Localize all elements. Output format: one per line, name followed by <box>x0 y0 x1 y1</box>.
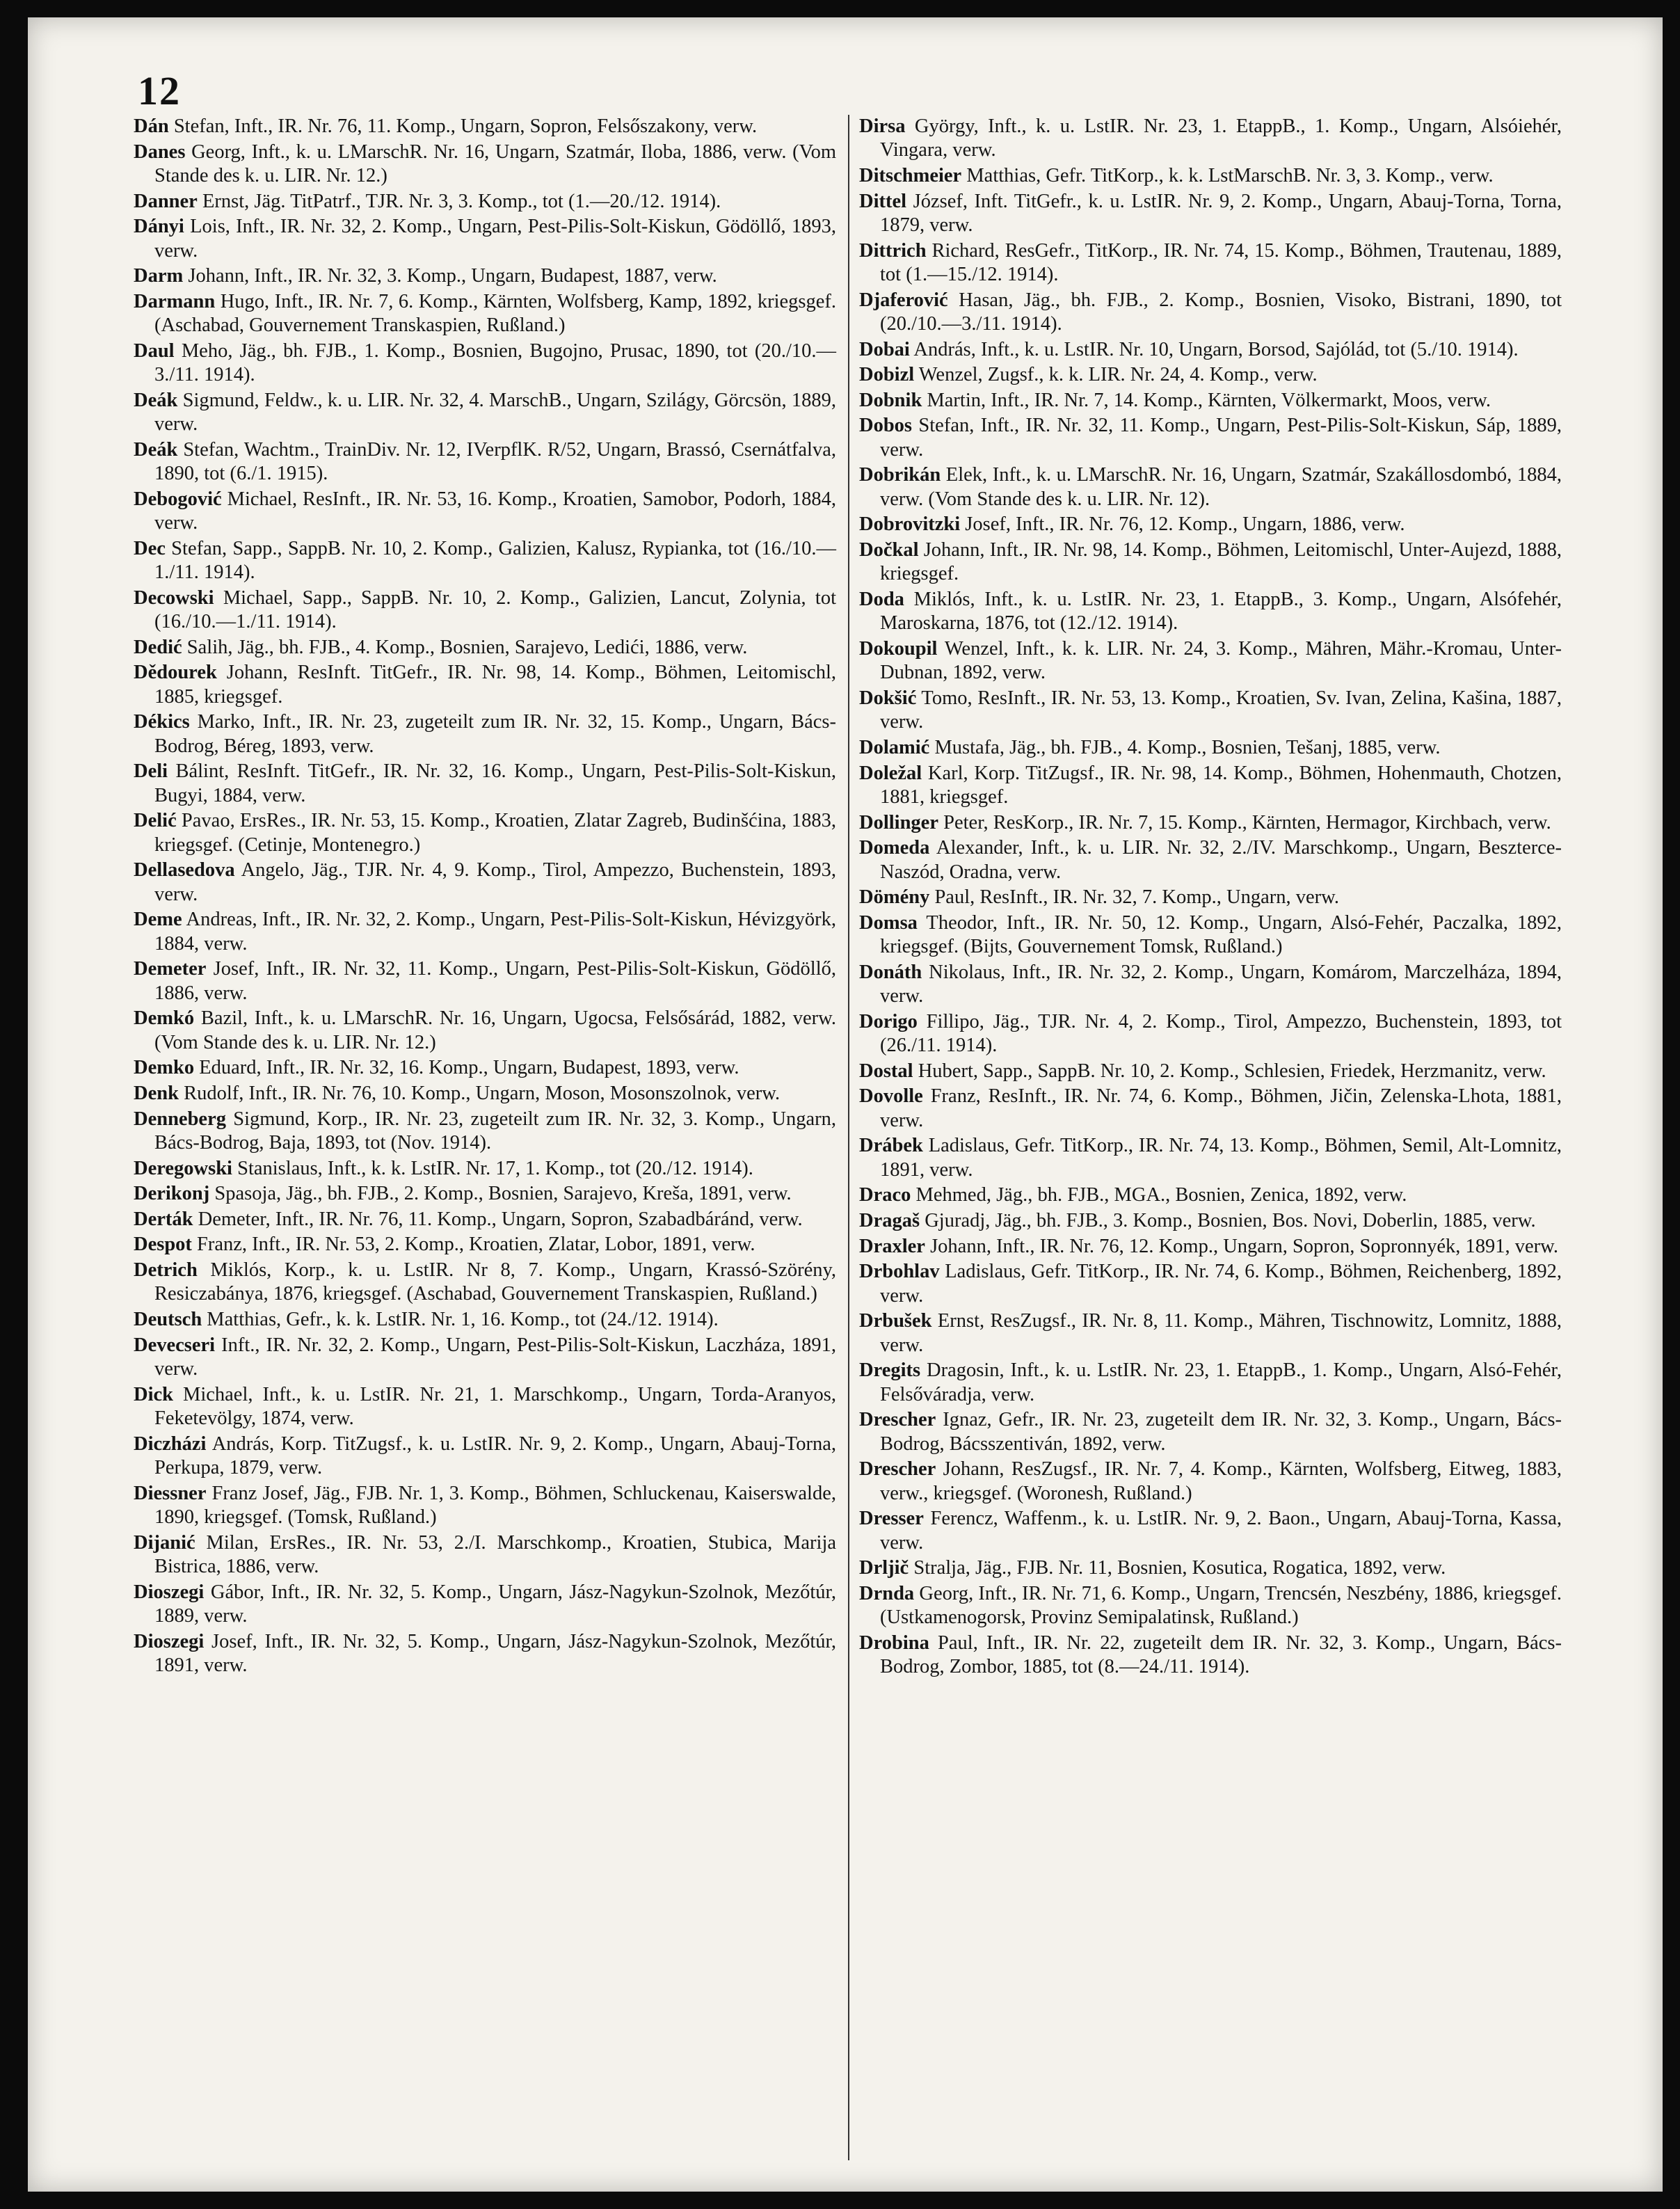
entry-surname: Dokšić <box>859 687 917 709</box>
entry-surname: Dán <box>134 115 169 137</box>
entry-details: Hugo, Inft., IR. Nr. 7, 6. Komp., Kärnten, Wolfsberg, Kamp, 1892, kriegsgef. (Aschabad, Gouvernement Transkaspien, Rußland.) <box>154 290 836 337</box>
entry-details: Theodor, Inft., IR. Nr. 50, 12. Komp., Ungarn, Alsó-Fehér, Paczalka, 1892, kriegsgef. (Bijts, Gouvernement Tomsk, Rußland.) <box>880 911 1562 958</box>
register-entry <box>134 488 836 536</box>
register-entry <box>859 1507 1562 1555</box>
entry-surname: Dorigo <box>859 1010 918 1032</box>
entry-surname: Dirsa <box>859 115 906 137</box>
entry-surname: Dobrikán <box>859 464 941 486</box>
register-entry <box>134 1233 836 1257</box>
entry-surname: Dočkal <box>859 539 919 561</box>
entry-details: Meho, Jäg., bh. FJB., 1. Komp., Bosnien, Bugojno, Prusac, 1890, tot (20./10.—3./11. 1914). <box>154 340 836 386</box>
register-entry <box>859 1260 1562 1308</box>
entry-surname: Darmann <box>134 290 216 312</box>
entry-surname: Dedić <box>134 636 182 658</box>
entry-details: Rudolf, Inft., IR. Nr. 76, 10. Komp., Ungarn, Moson, Mosonszolnok, verw. <box>184 1082 781 1104</box>
register-entry <box>859 1582 1562 1630</box>
entry-surname: Donáth <box>859 961 922 983</box>
entry-details: Angelo, Jäg., TJR. Nr. 4, 9. Komp., Tirol, Ampezzo, Buchenstein, 1893, verw. <box>154 859 836 905</box>
register-entry <box>859 1010 1562 1058</box>
register-entry <box>134 859 836 907</box>
entry-details: Mehmed, Jäg., bh. FJB., MGA., Bosnien, Zenica, 1892, verw. <box>915 1184 1407 1206</box>
register-entry <box>134 1182 836 1206</box>
column-divider <box>848 115 849 2160</box>
register-entry <box>134 141 836 189</box>
entry-surname: Dokoupil <box>859 637 938 660</box>
entry-surname: Dovolle <box>859 1085 923 1108</box>
register-entry <box>859 389 1562 413</box>
register-entry <box>134 340 836 388</box>
entry-details: Josef, Inft., IR. Nr. 76, 12. Komp., Ungarn, 1886, verw. <box>965 513 1405 536</box>
register-entry <box>859 886 1562 909</box>
entry-surname: Dellasedova <box>134 859 235 882</box>
entry-surname: Derták <box>134 1208 193 1230</box>
register-entry <box>134 1531 836 1579</box>
entry-details: Michael, Inft., k. u. LstIR. Nr. 21, 1. Marschkomp., Ungarn, Torda-Aranyos, Feketevölgy, 1874, verw. <box>154 1383 837 1429</box>
register-entry <box>134 760 836 808</box>
entry-surname: Domeda <box>859 837 930 859</box>
entry-details: Bazil, Inft., k. u. LMarschR. Nr. 16, Ungarn, Ugocsa, Felsősárád, 1882, verw. (Vom Stande des k. u. LIR. Nr. 12.) <box>154 1007 836 1053</box>
entry-surname: Danes <box>134 141 186 163</box>
entry-surname: Dostal <box>859 1060 913 1082</box>
entry-surname: Devecseri <box>134 1334 216 1356</box>
register-entry <box>134 809 836 857</box>
entry-surname: Dick <box>134 1383 173 1405</box>
register-entry <box>134 1334 836 1382</box>
entry-surname: Deák <box>134 438 178 461</box>
register-entry <box>134 1157 836 1181</box>
entry-surname: Danner <box>134 190 198 212</box>
register-entry <box>134 264 836 288</box>
entry-details: Martin, Inft., IR. Nr. 7, 14. Komp., Kärnten, Völkermarkt, Moos, verw. <box>927 389 1491 411</box>
entry-details: András, Inft., k. u. LstIR. Nr. 10, Ungarn, Borsod, Sajólád, tot (5./10. 1914). <box>913 338 1519 360</box>
register-entry <box>134 1108 836 1156</box>
entry-details: Ignaz, Gefr., IR. Nr. 23, zugeteilt dem IR. Nr. 32, 3. Komp., Ungarn, Bács-Bodrog, Bácsszentiván, 1892, verw. <box>880 1409 1562 1455</box>
register-entry <box>859 588 1562 636</box>
register-entry <box>134 290 836 338</box>
entry-details: Franz, Inft., IR. Nr. 53, 2. Komp., Kroatien, Zlatar, Lobor, 1891, verw. <box>197 1234 755 1256</box>
entry-surname: Dékics <box>134 711 190 733</box>
entry-details: Matthias, Gefr., k. k. LstIR. Nr. 1, 16. Komp., tot (24./12. 1914). <box>207 1308 719 1330</box>
entry-details: Stralja, Jäg., FJB. Nr. 11, Bosnien, Kosutica, Rogatica, 1892, verw. <box>913 1557 1446 1579</box>
entry-surname: Dioszegi <box>134 1581 205 1603</box>
entry-details: Gjuradj, Jäg., bh. FJB., 3. Komp., Bosnien, Bos. Novi, Doberlin, 1885, verw. <box>925 1209 1536 1231</box>
entry-details: Paul, Inft., IR. Nr. 22, zugeteilt dem IR. Nr. 32, 3. Komp., Ungarn, Bács-Bodrog, Zombor, 1885, tot (8.—24./11. 1914). <box>880 1632 1562 1678</box>
entry-details: Milan, ErsRes., IR. Nr. 53, 2./I. Marschkomp., Kroatien, Stubica, Marija Bistrica, 1886, verw. <box>154 1531 837 1577</box>
register-entry <box>134 1630 836 1678</box>
register-entry <box>134 1007 836 1055</box>
entry-details: Miklós, Korp., k. u. LstIR. Nr 8, 7. Komp., Ungarn, Krassó-Szörény, Resiczabánya, 1876, kriegsgef. (Aschabad, Gouvernement Transkaspien, Rußland.) <box>154 1259 836 1305</box>
register-entry <box>859 1183 1562 1207</box>
entry-surname: Deregowski <box>134 1157 232 1179</box>
entry-surname: Drescher <box>859 1458 936 1481</box>
register-entry <box>859 414 1562 462</box>
entry-details: Spasoja, Jäg., bh. FJB., 2. Komp., Bosnien, Sarajevo, Kreša, 1891, verw. <box>214 1183 792 1205</box>
entry-details: Georg, Inft., IR. Nr. 71, 6. Komp., Ungarn, Trencsén, Neszbény, 1886, kriegsgef. (Ustkamenogorsk, Provinz Semipalatinsk, Rußland.) <box>880 1582 1562 1629</box>
entry-details: Karl, Korp. TitZugsf., IR. Nr. 98, 14. Komp., Böhmen, Hohenmauth, Chotzen, 1881, kriegsgef. <box>880 762 1562 808</box>
entry-surname: Demeter <box>134 958 207 980</box>
entry-details: Ferencz, Waffenm., k. u. LstIR. Nr. 9, 2. Baon., Ungarn, Abauj-Torna, Kassa, verw. <box>880 1508 1562 1554</box>
register-entry <box>134 1056 836 1080</box>
right-column <box>859 115 1562 1681</box>
register-entry <box>859 1134 1562 1182</box>
entry-surname: Dömény <box>859 886 930 909</box>
entry-surname: Dittrich <box>859 239 927 262</box>
entry-surname: Decowski <box>134 587 214 609</box>
register-entry <box>859 1632 1562 1680</box>
entry-surname: Domsa <box>859 911 918 934</box>
entry-details: Sigmund, Korp., IR. Nr. 23, zugeteilt zum IR. Nr. 32, 3. Komp., Ungarn, Bács-Bodrog, Baja, 1893, tot (Nov. 1914). <box>154 1108 837 1154</box>
entry-details: Salih, Jäg., bh. FJB., 4. Komp., Bosnien, Sarajevo, Ledići, 1886, verw. <box>186 636 748 658</box>
entry-surname: Demko <box>134 1057 195 1079</box>
register-entry <box>134 710 836 758</box>
entry-details: Marko, Inft., IR. Nr. 23, zugeteilt zum IR. Nr. 32, 15. Komp., Ungarn, Bács-Bodrog, Béreg, 1893, verw. <box>154 711 837 757</box>
entry-surname: Deli <box>134 760 168 783</box>
entry-details: Johann, Inft., IR. Nr. 32, 3. Komp., Ungarn, Budapest, 1887, verw. <box>188 265 717 287</box>
register-entry <box>859 190 1562 238</box>
register-entry <box>859 539 1562 587</box>
entry-surname: Dioszegi <box>134 1630 205 1652</box>
entry-details: Stefan, Inft., IR. Nr. 32, 11. Komp., Ungarn, Pest-Pilis-Solt-Kiskun, Sáp, 1889, verw. <box>880 415 1562 461</box>
entry-details: Michael, ResInft., IR. Nr. 53, 16. Komp., Kroatien, Samobor, Podorh, 1884, verw. <box>154 488 837 534</box>
entry-details: Richard, ResGefr., TitKorp., IR. Nr. 74, 15. Komp., Böhmen, Trautenau, 1889, tot (1.—15./12. 1914). <box>880 239 1562 285</box>
register-entry <box>859 513 1562 536</box>
register-entry <box>859 164 1562 188</box>
register-entry <box>859 1209 1562 1233</box>
entry-details: Josef, Inft., IR. Nr. 32, 11. Komp., Ungarn, Pest-Pilis-Solt-Kiskun, Gödöllő, 1886, verw. <box>154 958 836 1004</box>
entry-surname: Drábek <box>859 1135 923 1157</box>
entry-surname: Diessner <box>134 1482 207 1504</box>
entry-details: Lois, Inft., IR. Nr. 32, 2. Komp., Ungarn, Pest-Pilis-Solt-Kiskun, Gödöllő, 1893, verw. <box>154 216 836 262</box>
entry-details: Nikolaus, Inft., IR. Nr. 32, 2. Komp., Ungarn, Komárom, Marczelháza, 1894, verw. <box>880 961 1562 1007</box>
entry-details: Johann, Inft., IR. Nr. 76, 12. Komp., Ungarn, Sopron, Sopronnyék, 1891, verw. <box>930 1235 1559 1257</box>
entry-details: Hasan, Jäg., bh. FJB., 2. Komp., Bosnien, Visoko, Bistrani, 1890, tot (20./10.—3./11. 1914). <box>880 289 1562 335</box>
entry-details: Johann, ResInft. TitGefr., IR. Nr. 98, 14. Komp., Böhmen, Leitomischl, 1885, kriegsgef. <box>154 662 836 708</box>
entry-details: Eduard, Inft., IR. Nr. 32, 16. Komp., Ungarn, Budapest, 1893, verw. <box>199 1057 739 1079</box>
entry-details: Tomo, ResInft., IR. Nr. 53, 13. Komp., Kroatien, Sv. Ivan, Zelina, Kašina, 1887, verw. <box>880 687 1562 733</box>
entry-details: Franz, ResInft., IR. Nr. 74, 6. Komp., Böhmen, Jičin, Zelenska-Lhota, 1881, verw. <box>880 1085 1562 1131</box>
entry-surname: Drobina <box>859 1632 929 1654</box>
register-entry <box>134 908 836 956</box>
register-entry <box>134 1208 836 1231</box>
entry-details: József, Inft. TitGefr., k. u. LstIR. Nr. 9, 2. Komp., Ungarn, Abauj-Torna, Torna, 1879, verw. <box>880 190 1562 236</box>
register-entry <box>134 636 836 660</box>
entry-surname: Denk <box>134 1082 179 1104</box>
register-entry <box>859 115 1562 163</box>
entry-surname: Deme <box>134 909 182 931</box>
entry-surname: Dolamić <box>859 736 930 758</box>
register-entry <box>859 961 1562 1009</box>
entry-details: Alexander, Inft., k. u. LIR. Nr. 32, 2./IV. Marschkomp., Ungarn, Beszterce-Naszód, Oradna, verw. <box>880 837 1562 883</box>
register-entry <box>859 1359 1562 1407</box>
entry-surname: Diczházi <box>134 1433 207 1455</box>
entry-details: Stanislaus, Inft., k. k. LstIR. Nr. 17, 1. Komp., tot (20./12. 1914). <box>237 1157 753 1179</box>
entry-details: Bálint, ResInft. TitGefr., IR. Nr. 32, 16. Komp., Ungarn, Pest-Pilis-Solt-Kiskun, Bugyi, 1884, verw. <box>154 760 836 806</box>
entry-surname: Dragaš <box>859 1209 920 1231</box>
entry-details: Johann, ResZugsf., IR. Nr. 7, 4. Komp., Kärnten, Wolfsberg, Eitweg, 1883, verw., kriegsgef. (Woronesh, Rußland.) <box>880 1458 1562 1504</box>
entry-details: Johann, Inft., IR. Nr. 98, 14. Komp., Böhmen, Leitomischl, Unter-Aujezd, 1888, kriegsgef. <box>880 539 1562 585</box>
entry-details: Demeter, Inft., IR. Nr. 76, 11. Komp., Ungarn, Sopron, Szabadbáránd, verw. <box>198 1208 803 1230</box>
entry-surname: Drbohlav <box>859 1261 940 1283</box>
entry-details: Ernst, Jäg. TitPatrf., TJR. Nr. 3, 3. Komp., tot (1.—20./12. 1914). <box>202 190 721 212</box>
entry-surname: Daul <box>134 340 175 362</box>
register-entry <box>134 661 836 709</box>
entry-details: Josef, Inft., IR. Nr. 32, 5. Komp., Ungarn, Jász-Nagykun-Szolnok, Mezőtúr, 1891, verw. <box>154 1630 837 1676</box>
register-entry <box>859 1309 1562 1357</box>
register-entry <box>859 1085 1562 1133</box>
entry-details: Matthias, Gefr. TitKorp., k. k. LstMarschB. Nr. 3, 3. Komp., verw. <box>966 165 1494 186</box>
register-entry <box>859 338 1562 362</box>
register-entry <box>134 1383 836 1431</box>
register-entry <box>134 587 836 635</box>
entry-surname: Dobnik <box>859 389 922 411</box>
entry-surname: Dobrovitzki <box>859 513 961 536</box>
entry-details: Wenzel, Inft., k. k. LIR. Nr. 24, 3. Komp., Mähren, Mähr.-Kromau, Unter-Dubnan, 1892, verw. <box>880 637 1562 684</box>
entry-surname: Dijanić <box>134 1531 195 1554</box>
entry-surname: Dobizl <box>859 364 915 386</box>
entry-surname: Deutsch <box>134 1308 202 1330</box>
register-entry <box>859 637 1562 685</box>
entry-details: Miklós, Inft., k. u. LstIR. Nr. 23, 1. EtappB., 3. Komp., Ungarn, Alsófehér, Maroskarna, 1876, tot (12./12. 1914). <box>880 588 1562 635</box>
register-entry <box>859 911 1562 959</box>
entry-surname: Dobos <box>859 415 913 437</box>
register-entry <box>859 836 1562 884</box>
register-entry <box>859 1458 1562 1506</box>
register-entry <box>859 363 1562 387</box>
register-entry <box>134 1433 836 1481</box>
entry-details: Hubert, Sapp., SappB. Nr. 10, 2. Komp., Schlesien, Friedek, Herzmanitz, verw. <box>918 1060 1546 1082</box>
entry-surname: Dresser <box>859 1508 924 1530</box>
entry-surname: Doležal <box>859 762 922 784</box>
register-entry <box>134 1259 836 1307</box>
register-entry <box>859 687 1562 735</box>
entry-details: Ladislaus, Gefr. TitKorp., IR. Nr. 74, 6. Komp., Böhmen, Reichenberg, 1892, verw. <box>880 1261 1562 1307</box>
entry-surname: Djaferović <box>859 289 948 311</box>
entry-surname: Derikonj <box>134 1183 210 1205</box>
register-entry <box>859 239 1562 287</box>
entry-surname: Dányi <box>134 216 184 238</box>
entry-details: András, Korp. TitZugsf., k. u. LstIR. Nr. 9, 2. Komp., Ungarn, Abauj-Torna, Perkupa, 1879, verw. <box>154 1433 836 1478</box>
register-entry <box>859 736 1562 760</box>
entry-surname: Dědourek <box>134 662 217 684</box>
entry-surname: Dollinger <box>859 811 938 834</box>
entry-surname: Doda <box>859 588 904 610</box>
entry-details: Ernst, ResZugsf., IR. Nr. 8, 11. Komp., Mähren, Tischnowitz, Lomnitz, 1888, verw. <box>880 1310 1562 1356</box>
entry-surname: Debogović <box>134 488 222 510</box>
entry-details: Stefan, Inft., IR. Nr. 76, 11. Komp., Ungarn, Sopron, Felsőszakony, verw. <box>173 115 758 137</box>
entry-details: Georg, Inft., k. u. LMarschR. Nr. 16, Ungarn, Szatmár, Iloba, 1886, verw. (Vom Stande des k. u. LIR. Nr. 12.) <box>154 141 837 186</box>
page-number: 12 <box>138 68 181 113</box>
register-entry <box>134 1082 836 1106</box>
entry-surname: Dregits <box>859 1359 921 1382</box>
entry-details: Pavao, ErsRes., IR. Nr. 53, 15. Komp., Kroatien, Zlatar Zagreb, Budinšćina, 1883, kriegsgef. (Cetinje, Montenegro.) <box>154 810 837 856</box>
entry-surname: Draco <box>859 1184 911 1206</box>
entry-details: Wenzel, Zugsf., k. k. LIR. Nr. 24, 4. Komp., verw. <box>918 364 1318 386</box>
register-entry <box>859 1556 1562 1580</box>
register-entry <box>859 1235 1562 1259</box>
entry-surname: Deák <box>134 389 178 411</box>
entry-details: Stefan, Wachtm., TrainDiv. Nr. 12, IVerpflK. R/52, Ungarn, Brassó, Csernátfalva, 1890, tot (6./1. 1915). <box>154 438 836 485</box>
entry-details: Elek, Inft., k. u. LMarschR. Nr. 16, Ungarn, Szatmár, Szakállosdombó, 1884, verw. (Vom Stande des k. u. LIR. Nr. 12). <box>880 464 1562 510</box>
register-entry <box>134 1482 836 1530</box>
entry-surname: Detrich <box>134 1259 198 1281</box>
register-entry <box>134 438 836 486</box>
register-entry <box>859 463 1562 511</box>
register-entry <box>134 1581 836 1629</box>
entry-surname: Drnda <box>859 1582 915 1604</box>
entry-details: Andreas, Inft., IR. Nr. 32, 2. Komp., Ungarn, Pest-Pilis-Solt-Kiskun, Hévizgyörk, 1884, verw. <box>154 909 836 955</box>
register-entry <box>134 1308 836 1332</box>
entry-surname: Delić <box>134 810 177 832</box>
entry-surname: Dittel <box>859 190 907 212</box>
entry-surname: Drbušek <box>859 1310 932 1332</box>
entry-surname: Drljič <box>859 1557 909 1579</box>
entry-details: Stefan, Sapp., SappB. Nr. 10, 2. Komp., Galizien, Kalusz, Rypianka, tot (16./10.—1./11. 1914). <box>154 537 837 584</box>
entry-surname: Draxler <box>859 1235 925 1257</box>
register-entry <box>134 389 836 437</box>
register-entry <box>859 1408 1562 1456</box>
register-entry <box>859 762 1562 810</box>
entry-surname: Dec <box>134 537 166 559</box>
entry-surname: Demkó <box>134 1007 195 1030</box>
entry-details: Franz Josef, Jäg., FJB. Nr. 1, 3. Komp., Böhmen, Schluckenau, Kaiserswalde, 1890, kriegsgef. (Tomsk, Rußland.) <box>154 1482 836 1528</box>
register-entry <box>134 190 836 214</box>
entry-details: Michael, Sapp., SappB. Nr. 10, 2. Komp., Galizien, Lancut, Zolynia, tot (16./10.—1./11. 1914). <box>154 587 837 633</box>
entry-details: György, Inft., k. u. LstIR. Nr. 23, 1. EtappB., 1. Komp., Ungarn, Alsóiehér, Vingara, verw. <box>880 115 1562 161</box>
register-entry <box>134 957 836 1005</box>
entry-surname: Despot <box>134 1234 192 1256</box>
entry-details: Gábor, Inft., IR. Nr. 32, 5. Komp., Ungarn, Jász-Nagykun-Szolnok, Mezőtúr, 1889, verw. <box>154 1581 836 1627</box>
entry-details: Peter, ResKorp., IR. Nr. 7, 15. Komp., Kärnten, Hermagor, Kirchbach, verw. <box>943 811 1551 834</box>
register-entry <box>134 115 836 138</box>
entry-surname: Dobai <box>859 338 910 360</box>
register-entry <box>859 289 1562 337</box>
entry-details: Fillipo, Jäg., TJR. Nr. 4, 2. Komp., Tirol, Ampezzo, Buchenstein, 1893, tot (26./11. 1914). <box>880 1010 1562 1057</box>
register-entry <box>134 537 836 585</box>
register-entry <box>134 215 836 263</box>
entry-details: Dragosin, Inft., k. u. LstIR. Nr. 23, 1. EtappB., 1. Komp., Ungarn, Alsó-Fehér, Felsőváradja, verw. <box>880 1359 1562 1405</box>
entry-details: Ladislaus, Gefr. TitKorp., IR. Nr. 74, 13. Komp., Böhmen, Semil, Alt-Lomnitz, 1891, verw. <box>880 1135 1562 1181</box>
entry-details: Sigmund, Feldw., k. u. LIR. Nr. 32, 4. MarschB., Ungarn, Szilágy, Görcsön, 1889, verw. <box>154 389 836 436</box>
page <box>28 17 1663 2192</box>
entry-details: Inft., IR. Nr. 32, 2. Komp., Ungarn, Pest-Pilis-Solt-Kiskun, Laczháza, 1891, verw. <box>154 1334 836 1380</box>
register-entry <box>859 1060 1562 1083</box>
entry-surname: Darm <box>134 265 184 287</box>
entry-surname: Ditschmeier <box>859 165 962 186</box>
entry-surname: Denneberg <box>134 1108 226 1130</box>
entry-details: Paul, ResInft., IR. Nr. 32, 7. Komp., Ungarn, verw. <box>934 886 1339 909</box>
register-entry <box>859 811 1562 835</box>
left-column <box>134 115 836 1680</box>
entry-details: Mustafa, Jäg., bh. FJB., 4. Komp., Bosnien, Tešanj, 1885, verw. <box>934 736 1441 758</box>
entry-surname: Drescher <box>859 1409 936 1431</box>
